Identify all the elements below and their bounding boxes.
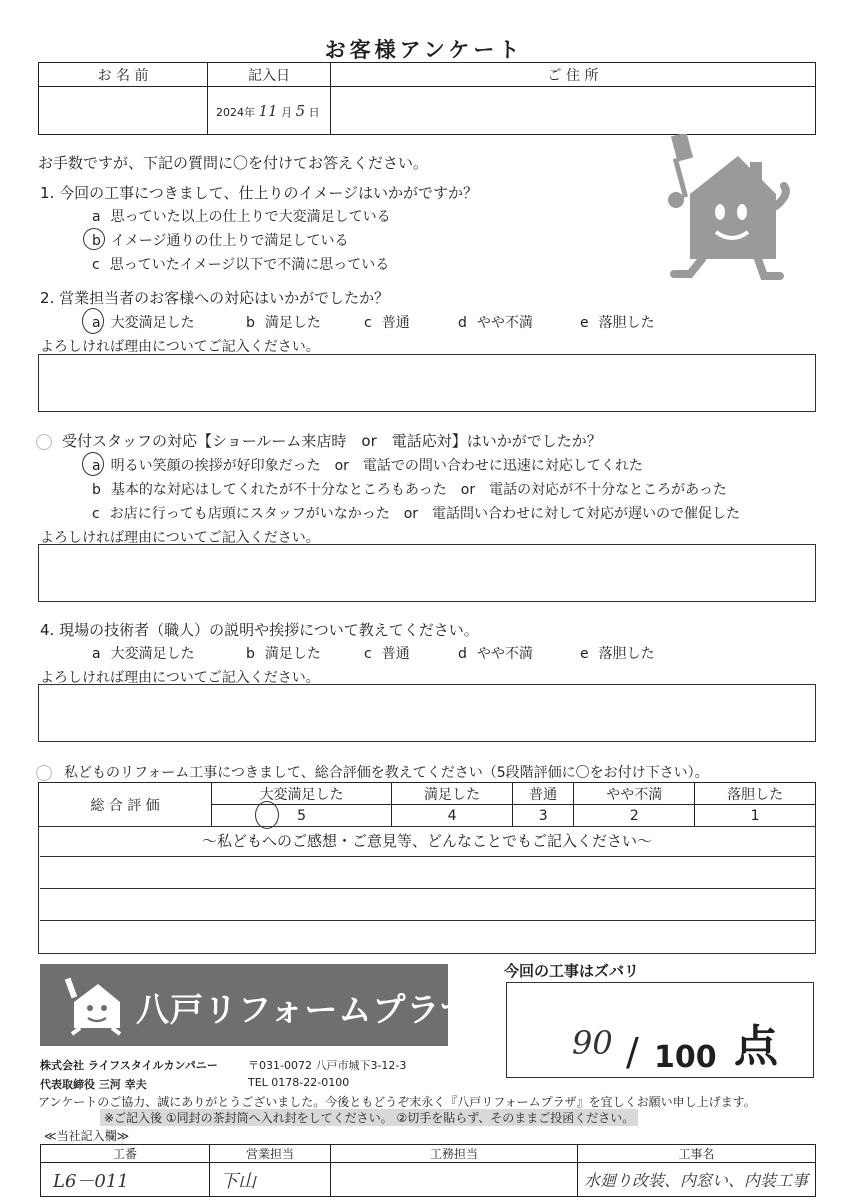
rating-header: 大変満足した [212, 783, 392, 805]
job-name[interactable]: 水廻り改装、内窓い、内装工事 [578, 1163, 816, 1197]
option-letter: c [92, 506, 100, 522]
q4-reason-box[interactable] [38, 684, 816, 742]
option-letter: b [92, 482, 101, 498]
house-logo-icon [60, 976, 130, 1036]
q2-title: 2. 営業担当者のお客様への対応はいかがでしたか？ [40, 289, 390, 307]
q5-number-circle [36, 765, 52, 781]
answer-circle [82, 452, 104, 476]
option-text: 基本的な対応はしてくれたが不十分なところもあった or 電話の対応が不十分なところがあった [110, 482, 727, 498]
q3-option-b[interactable] [92, 479, 727, 499]
q5-title: 私どものリフォーム工事につきまして、総合評価を教えてください（5段階評価に〇をお付け下さい）。 [64, 765, 709, 781]
option-letter: b [246, 646, 255, 662]
score-slash: / [626, 1030, 639, 1074]
rating-score-3[interactable]: 3 [512, 805, 573, 827]
option-text: 明るい笑顔の挨拶が好印象だった or 電話での問い合わせに迅速に対応してくれた [110, 458, 643, 474]
option-text: やや不満 [476, 646, 533, 662]
option-letter: c [364, 315, 372, 331]
name-field[interactable] [39, 87, 208, 135]
house-mascot-icon [654, 134, 794, 284]
score-value: 5 [297, 807, 307, 824]
option-text: 思っていた以上の仕上りで大変満足している [110, 209, 391, 225]
company-tel: TEL 0178-22-0100 [248, 1076, 350, 1089]
intro-text: お手数ですが、下記の質問に〇を付けてお答えください。 [38, 154, 429, 172]
rating-header: やや不満 [574, 783, 695, 805]
office-use-table [40, 1144, 816, 1197]
q4-option-e[interactable] [580, 643, 655, 663]
rating-header: 普通 [512, 783, 573, 805]
option-letter: c [92, 257, 100, 273]
date-day-suffix: 日 [308, 105, 320, 119]
q2-option-d[interactable] [458, 312, 533, 332]
date-label: 記入日 [208, 63, 331, 87]
option-text: お店に行っても店頭にスタッフがいなかった or 電話問い合わせに対して対応が遅いので催促した [109, 506, 741, 522]
rating-score-5[interactable] [212, 805, 392, 827]
q3-option-c[interactable] [92, 503, 740, 523]
option-text: やや不満 [476, 315, 533, 331]
office-header: 工務担当 [331, 1145, 578, 1163]
option-text: 大変満足した [110, 315, 195, 331]
q4-reason-label: よろしければ理由についてご記入ください。 [40, 670, 320, 686]
option-letter: b [92, 233, 101, 249]
score-value: 90 [572, 1024, 613, 1062]
option-letter: a [92, 458, 101, 474]
q3-reason-label: よろしければ理由についてご記入ください。 [40, 530, 320, 546]
score-label: 今回の工事はズバリ [504, 962, 640, 980]
comments-label: 〜私どもへのご感想・ご意見等、どんなことでもご記入ください〜 [201, 832, 652, 850]
option-text: 満足した [264, 646, 321, 662]
q4-title: 4. 現場の技術者（職人）の説明や挨拶について教えてください。 [40, 621, 479, 639]
option-letter: a [92, 646, 101, 662]
rating-score-4[interactable]: 4 [392, 805, 513, 827]
instruction-note: ※ご記入後 ①同封の茶封筒へ入れ封をしてください。 ②切手を貼らず、そのままご投函ください。 [100, 1109, 638, 1126]
option-text: 落胆した [598, 646, 655, 662]
answer-circle [83, 228, 105, 250]
q1-option-a[interactable] [92, 206, 391, 226]
option-letter: d [458, 315, 467, 331]
option-letter: c [364, 646, 372, 662]
comment-line [40, 920, 816, 921]
q3-number-circle [36, 434, 52, 450]
q2-option-b[interactable] [246, 312, 321, 332]
score-total: 100 [654, 1040, 717, 1075]
name-label: お 名 前 [39, 63, 208, 87]
rating-score-2[interactable]: 2 [574, 805, 695, 827]
option-letter: d [458, 646, 467, 662]
address-label: ご 住 所 [331, 63, 816, 87]
q2-option-c[interactable] [364, 312, 410, 332]
answer-circle [82, 308, 104, 334]
option-text: 大変満足した [110, 646, 195, 662]
rating-row-label: 総 合 評 価 [39, 783, 212, 827]
company-representative: 代表取締役 三河 幸夫 [40, 1078, 147, 1091]
q4-option-b[interactable] [246, 643, 321, 663]
answer-circle [255, 801, 279, 829]
rating-header: 落胆した [695, 783, 816, 805]
option-letter: e [580, 315, 589, 331]
customer-info-table [38, 62, 816, 135]
job-number[interactable]: L6－011 [41, 1163, 210, 1197]
page-title: お客様アンケート [324, 38, 524, 62]
date-year: 2024年 [216, 105, 255, 119]
date-day: 5 [295, 101, 306, 120]
q4-option-d[interactable] [458, 643, 533, 663]
date-month-suffix: 月 [281, 105, 293, 119]
option-text: イメージ通りの仕上りで満足している [110, 233, 349, 249]
option-text: 落胆した [598, 315, 655, 331]
q3-option-a[interactable] [92, 455, 643, 475]
q2-option-a[interactable] [92, 312, 195, 332]
q3-title: 受付スタッフの対応【ショールーム来店時 or 電話応対】はいかがでしたか？ [62, 432, 602, 450]
q2-option-e[interactable] [580, 312, 655, 332]
rating-table [38, 782, 816, 827]
office-header: 工番 [41, 1145, 210, 1163]
q4-option-a[interactable] [92, 643, 195, 663]
date-month: 11 [258, 101, 278, 120]
score-unit: 点 [734, 1021, 778, 1072]
rating-header: 満足した [392, 783, 513, 805]
q4-option-c[interactable] [364, 643, 410, 663]
thanks-text: アンケートのご協力、誠にありがとうございました。今後ともどうぞ末永く『八戸リフォームプラザ』を宜しくお願い申し上げます。 [38, 1095, 756, 1109]
q3-reason-box[interactable] [38, 544, 816, 602]
option-letter: b [246, 315, 255, 331]
option-letter: e [580, 646, 589, 662]
brand-name: 八戸リフォームプラザ [136, 990, 475, 1029]
q1-title: 1. 今回の工事につきまして、仕上りのイメージはいかがですか？ [40, 184, 479, 202]
address-field[interactable] [331, 87, 816, 135]
date-field[interactable] [208, 87, 331, 135]
option-text: 普通 [381, 646, 410, 662]
comment-line [40, 856, 816, 857]
q1-option-c[interactable] [92, 254, 389, 274]
q2-reason-box[interactable] [38, 354, 816, 412]
construction-rep[interactable] [331, 1163, 578, 1197]
company-name: 株式会社 ライフスタイルカンパニー [40, 1059, 218, 1072]
office-header: 営業担当 [210, 1145, 331, 1163]
option-text: 満足した [264, 315, 321, 331]
office-use-label: ≪当社記入欄≫ [44, 1129, 130, 1143]
comment-line [40, 888, 816, 889]
option-letter: a [92, 209, 101, 225]
q1-option-b[interactable] [92, 230, 348, 250]
brand-banner [40, 964, 475, 1046]
option-letter: a [92, 315, 101, 331]
office-header: 工事名 [578, 1145, 816, 1163]
rating-score-1[interactable]: 1 [695, 805, 816, 827]
q2-reason-label: よろしければ理由についてご記入ください。 [40, 339, 320, 355]
sales-rep[interactable]: 下山 [210, 1163, 331, 1197]
option-text: 普通 [381, 315, 410, 331]
option-text: 思っていたイメージ以下で不満に思っている [109, 257, 390, 273]
company-address: 〒031-0072 八戸市城下3-12-3 [248, 1059, 407, 1072]
